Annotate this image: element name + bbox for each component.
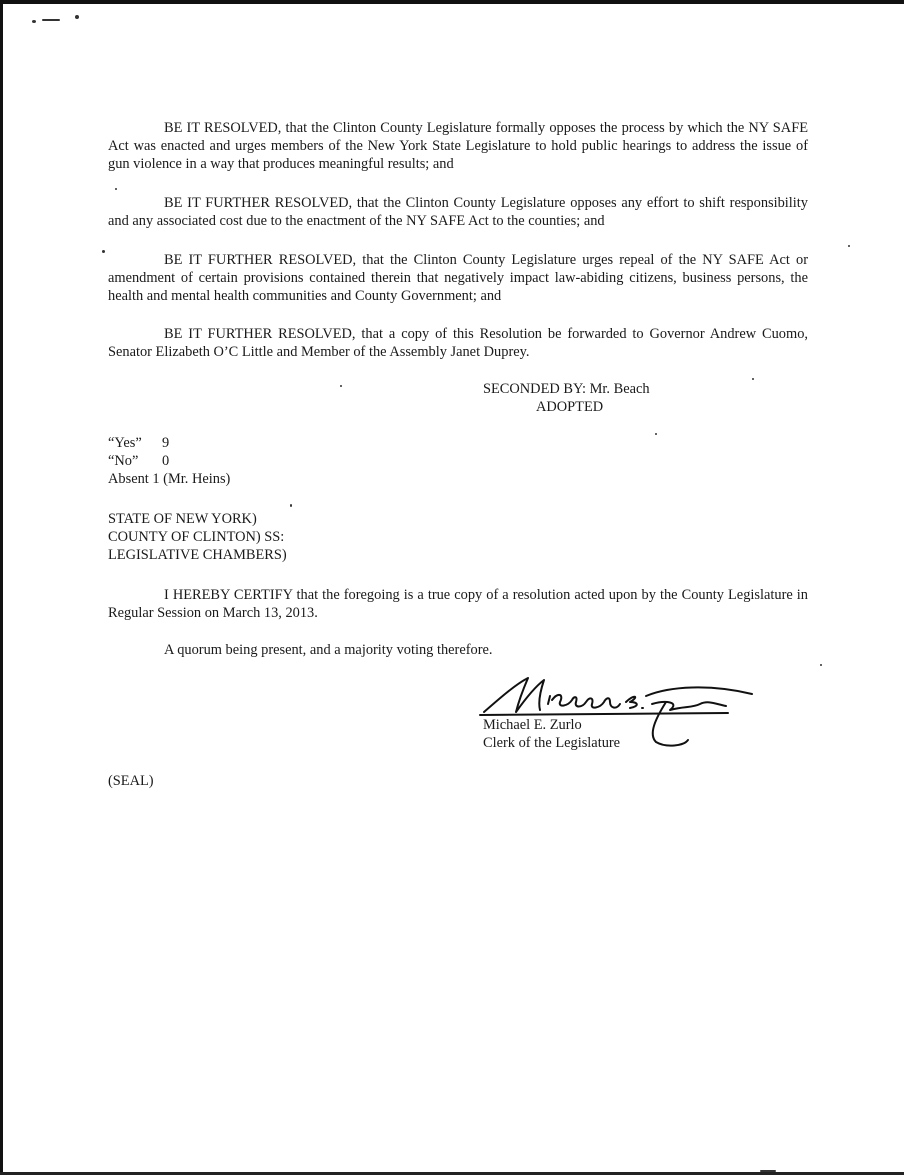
scan-speck [848, 245, 850, 247]
state-line: STATE OF NEW YORK) [108, 511, 257, 527]
chambers-line: LEGISLATIVE CHAMBERS) [108, 547, 287, 563]
vote-absent-label: Absent [108, 471, 149, 487]
scan-border-left [0, 0, 3, 1175]
signature-block [470, 662, 770, 762]
seal-placeholder: (SEAL) [108, 773, 154, 789]
scan-speck [32, 20, 36, 23]
certification-paragraph: I HEREBY CERTIFY that the foregoing is a true copy of a resolution acted upon by the County Legislature in Regular Session on March 13, 2013. [108, 587, 808, 621]
scan-speck [102, 250, 105, 253]
vote-absent-value: 1 (Mr. Heins) [152, 471, 231, 487]
scan-speck [655, 433, 657, 435]
quorum-statement: A quorum being present, and a majority voting therefore. [164, 642, 493, 658]
scan-speck [75, 15, 79, 19]
vote-no-count: 0 [162, 453, 170, 469]
county-line: COUNTY OF CLINTON) SS: [108, 529, 285, 545]
vote-absent-row [108, 470, 230, 488]
adopted-status: ADOPTED [536, 399, 604, 415]
resolution-paragraph-4: BE IT FURTHER RESOLVED, that a copy of this Resolution be forwarded to Governor Andrew Cuomo, Senator Elizabeth O’C Little and Member of the Assembly Janet Duprey. [108, 326, 808, 360]
state-venue-block [108, 510, 287, 564]
vote-yes-label: “Yes” [108, 435, 142, 451]
signatory-title: Clerk of the Legislature [483, 735, 621, 751]
scan-speck [820, 664, 822, 666]
scan-speck [340, 385, 342, 387]
scan-border-top [0, 0, 904, 4]
scan-speck [115, 188, 117, 190]
resolution-paragraph-2: BE IT FURTHER RESOLVED, that the Clinton County Legislature opposes any effort to shift responsibility and any associated cost due to the enactment of the NY SAFE Act to the counties; and [108, 195, 808, 229]
resolution-paragraph-3: BE IT FURTHER RESOLVED, that the Clinton County Legislature urges repeal of the NY SAFE Act or amendment of certain provisions contained therein that negatively impact law-abiding citizens, business persons, the health and mental health communities and County Government; and [108, 252, 808, 304]
vote-no-row [108, 452, 230, 470]
vote-no-label: “No” [108, 453, 139, 469]
resolution-paragraph-1: BE IT RESOLVED, that the Clinton County Legislature formally opposes the process by which the NY SAFE Act was enacted and urges members of the New York State Legislature to hold public hearings to address the issue of gun violence in a way that produces meaningful results; and [108, 120, 808, 172]
vote-yes-count: 9 [162, 435, 170, 451]
seconded-by: SECONDED BY: Mr. Beach [483, 381, 650, 397]
signatory-name: Michael E. Zurlo [483, 717, 582, 733]
scan-speck [760, 1170, 776, 1172]
scan-speck [42, 19, 60, 21]
scan-speck [752, 378, 754, 380]
vote-yes-row [108, 434, 230, 452]
scan-speck [290, 504, 292, 507]
vote-tally [108, 434, 230, 488]
